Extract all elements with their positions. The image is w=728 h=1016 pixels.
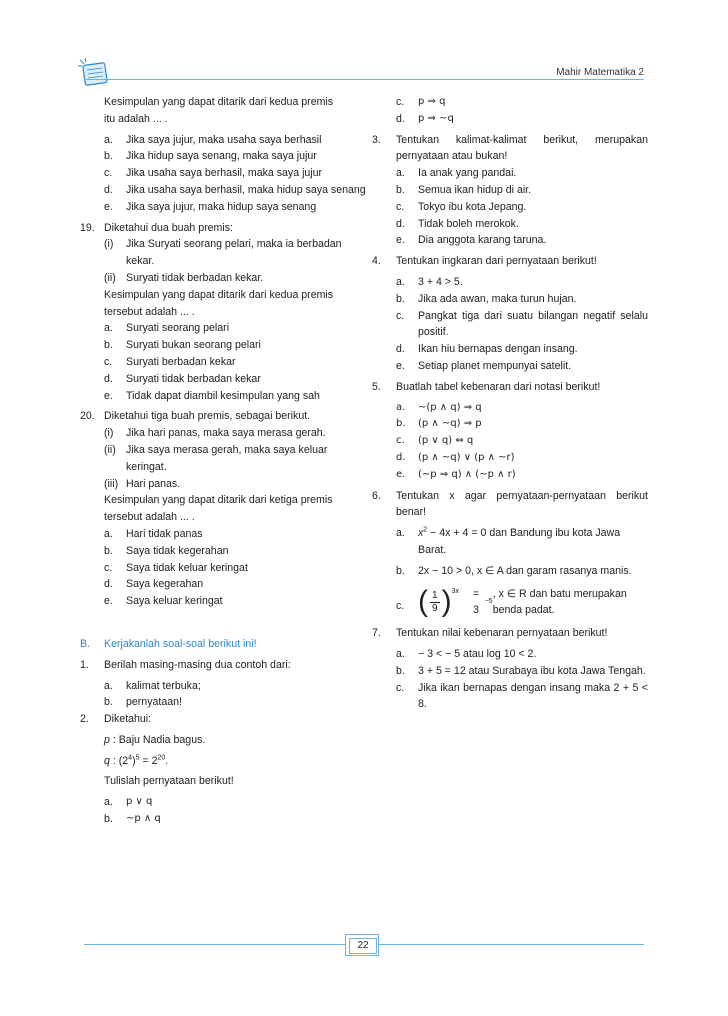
notepad-icon: [76, 56, 110, 88]
option-text: Suryati bukan seorang pelari: [126, 339, 261, 352]
page-number-box: [345, 934, 379, 956]
option-label: e.: [396, 468, 406, 480]
q20-options: [80, 526, 368, 610]
question-b1: 1. Berilah masing-masing dua contoh dari:: [80, 658, 291, 671]
option-text: Jika usaha saya berhasil, maka hidup saya senang: [126, 183, 366, 196]
option-item: [372, 467, 648, 484]
option-text: Saya tidak keluar keringat: [126, 561, 248, 574]
q3-options: [372, 165, 648, 249]
option-text: 3 + 5 = 12 atau Surabaya ibu kota Jawa Tengah.: [418, 664, 646, 677]
premise: (iii) Hari panas.: [104, 477, 181, 490]
q5-options: [372, 400, 648, 484]
option-label: e.: [104, 200, 113, 213]
list-item: a. $x^2 - 4x + 4 = 0$ dan Bandung ibu kota Jawa Barat.: [396, 526, 621, 556]
option-label: d.: [104, 578, 113, 591]
option-item: [80, 388, 368, 405]
question-5: 5. Buatlah tabel kebenaran dari notasi berikut!: [372, 380, 601, 393]
option-text: (~p ⇒ q) ∧ (~p ∧ r): [418, 468, 516, 480]
option-item: [80, 593, 368, 610]
option-text: − 3 < − 5 atau log 10 < 2.: [418, 647, 537, 660]
option-label: d.: [104, 372, 113, 385]
option-item: [80, 165, 368, 182]
option-item: [372, 291, 648, 308]
option-label: e.: [104, 389, 113, 402]
option-item: [372, 680, 648, 714]
conclusion-prompt: Kesimpulan yang dapat ditarik dari kedua premis tersebut adalah ... .: [104, 288, 334, 318]
premise-p: p : Baju Nadia bagus.: [104, 733, 206, 746]
question-4: 4. Tentukan ingkaran dari pernyataan berikut!: [372, 255, 597, 268]
option-label: e.: [396, 234, 405, 247]
option-text: Hari tidak panas: [126, 527, 203, 540]
left-column: [80, 94, 368, 828]
option-text: (p ∧ ~q) ⇒ p: [418, 418, 482, 430]
option-label: c.: [396, 309, 405, 322]
option-item: [372, 358, 648, 375]
option-text: Saya keluar keringat: [126, 595, 223, 608]
option-text: Semua ikan hidup di air.: [418, 183, 532, 196]
option-item: [372, 400, 648, 417]
option-text: Jika usaha saya berhasil, maka saya jujur: [126, 167, 323, 180]
question-6: 6. Tentukan x agar pernyataan-pernyataan berikut benar!: [372, 489, 648, 519]
option-item: [80, 337, 368, 354]
option-item: [80, 371, 368, 388]
fraction-expression: ( $\frac{1}{9}$ ) 3x = 3 −5 , x ∈ R dan batu merupakan benda padat.: [418, 585, 627, 619]
list-item: c. ( $\frac{1}{9}$ ) 3x = 3 −5 , x ∈ R dan batu merupakan benda padat.: [372, 584, 648, 622]
option-text: Pangkat tiga dari suatu bilangan negatif selalu positif.: [418, 309, 648, 339]
option-text: Suryati seorang pelari: [126, 322, 230, 335]
option-item: [372, 646, 648, 663]
q7-options: [372, 646, 648, 713]
option-label: b.: [104, 544, 113, 557]
list-item: b. 2x − 10 > 0, x ∈ A dan garam rasanya manis.: [396, 564, 632, 577]
option-text: Dia anggota karang taruna.: [418, 234, 547, 247]
option-text: Suryati tidak berbadan kekar: [126, 372, 261, 385]
conclusion-prompt: Kesimpulan yang dapat ditarik dari ketiga premis tersebut adalah ... .: [104, 494, 333, 524]
option-item: [80, 576, 368, 593]
option-label: a.: [104, 322, 113, 335]
option-label: b.: [396, 418, 406, 430]
premise-q: q : $(2^4)^5 = 2^{20}$.: [104, 754, 169, 767]
option-text: Ikan hiu bernapas dengan insang.: [418, 343, 578, 356]
book-title: Mahir Matematika 2: [556, 67, 644, 78]
question-b2: 2. Diketahui:: [80, 713, 152, 726]
option-item: [372, 663, 648, 680]
premise: (ii) Suryati tidak berbadan kekar.: [104, 271, 264, 284]
option-text: 3 + 4 > 5.: [418, 275, 463, 288]
option-item: [372, 308, 648, 342]
question-3: 3. Tentukan kalimat-kalimat berikut, merupakan pernyataan atau bukan!: [372, 133, 648, 163]
option-label: c.: [396, 435, 405, 447]
right-column: [372, 94, 648, 713]
list-item: b. pernyataan!: [104, 696, 182, 709]
option-label: d.: [104, 183, 113, 196]
option-label: a.: [396, 647, 405, 660]
section-b-heading: B. Kerjakanlah soal-soal berikut ini!: [80, 637, 257, 650]
option-item: [372, 450, 648, 467]
option-item: [80, 354, 368, 371]
option-text: Ia anak yang pandai.: [418, 167, 517, 180]
option-text: Suryati berbadan kekar: [126, 355, 236, 368]
option-item: [372, 165, 648, 182]
option-label: a.: [104, 133, 113, 146]
option-item: [80, 320, 368, 337]
option-label: b.: [104, 339, 113, 352]
option-item: [80, 199, 368, 216]
option-item: [372, 274, 648, 291]
option-label: e.: [104, 595, 113, 608]
list-item: d. p ⇒ ~q: [396, 112, 454, 125]
option-text: Jika hidup saya senang, maka saya jujur: [126, 150, 317, 163]
question-20: 20. Diketahui tiga buah premis, sebagai berikut.: [80, 410, 311, 423]
q19-options: [80, 320, 368, 404]
option-text: Tidak dapat diambil kesimpulan yang sah: [126, 389, 320, 402]
option-label: a.: [104, 527, 113, 540]
option-item: [372, 341, 648, 358]
option-item: [80, 560, 368, 577]
option-label: b.: [396, 183, 405, 196]
list-item: a. kalimat terbuka;: [104, 679, 201, 692]
option-item: [372, 182, 648, 199]
question-7: 7. Tentukan nilai kebenaran pernyataan berikut!: [372, 627, 608, 640]
question-19: 19. Diketahui dua buah premis:: [80, 221, 233, 234]
option-label: a.: [396, 167, 405, 180]
q18-intro: Kesimpulan yang dapat ditarik dari kedua premis itu adalah ... .: [104, 96, 334, 125]
option-text: Setiap planet mempunyai satelit.: [418, 359, 572, 372]
option-item: [372, 199, 648, 216]
option-text: (p ∨ q) ⇔ q: [418, 435, 474, 447]
option-item: [372, 232, 648, 249]
option-text: Tokyo ibu kota Jepang.: [418, 200, 527, 213]
option-text: Saya kegerahan: [126, 578, 204, 591]
premise: (i) Jika Suryati seorang pelari, maka ia berbadan kekar.: [104, 238, 342, 268]
premise: (i) Jika hari panas, maka saya merasa gerah.: [104, 427, 326, 440]
option-item: [80, 182, 368, 199]
option-text: Jika saya jujur, maka usaha saya berhasil: [126, 133, 322, 146]
option-item: [372, 433, 648, 450]
list-item: c. p ⇒ q: [396, 96, 446, 108]
option-label: c.: [104, 561, 113, 574]
option-label: c.: [104, 167, 113, 180]
option-label: b.: [396, 292, 405, 305]
option-item: [80, 132, 368, 149]
option-text: (p ∧ ~q) ∨ (p ∧ ~r): [418, 451, 515, 463]
option-text: Jika saya jujur, maka hidup saya senang: [126, 200, 317, 213]
option-label: e.: [396, 359, 405, 372]
header-rule: [84, 79, 644, 80]
option-label: c.: [396, 200, 405, 213]
option-label: a.: [396, 401, 406, 413]
option-item: [372, 216, 648, 233]
option-label: b.: [104, 150, 113, 163]
option-text: Jika ikan bernapas dengan insang maka 2 + 5 < 8.: [418, 681, 648, 711]
option-text: ~(p ∧ q) ⇒ q: [418, 401, 482, 413]
premise: (ii) Jika saya merasa gerah, maka saya keluar keringat.: [104, 443, 328, 473]
option-item: [80, 526, 368, 543]
q4-options: [372, 274, 648, 375]
option-text: Saya tidak kegerahan: [126, 544, 229, 557]
option-item: [372, 416, 648, 433]
option-label: b.: [396, 664, 405, 677]
option-text: Tidak boleh merokok.: [418, 217, 519, 230]
option-label: d.: [396, 343, 405, 356]
list-item: b. ~p ∧ q: [104, 813, 161, 826]
option-item: [80, 543, 368, 560]
page-number: 22: [349, 938, 377, 954]
q18-options: [80, 132, 368, 216]
option-label: c.: [396, 681, 405, 694]
instruction: Tulislah pernyataan berikut!: [104, 775, 234, 788]
option-label: d.: [396, 451, 406, 463]
option-label: d.: [396, 217, 405, 230]
option-item: [80, 148, 368, 165]
option-text: Jika ada awan, maka turun hujan.: [418, 292, 577, 305]
option-label: c.: [104, 355, 113, 368]
option-label: a.: [396, 275, 405, 288]
list-item: a. p ∨ q: [104, 796, 153, 809]
